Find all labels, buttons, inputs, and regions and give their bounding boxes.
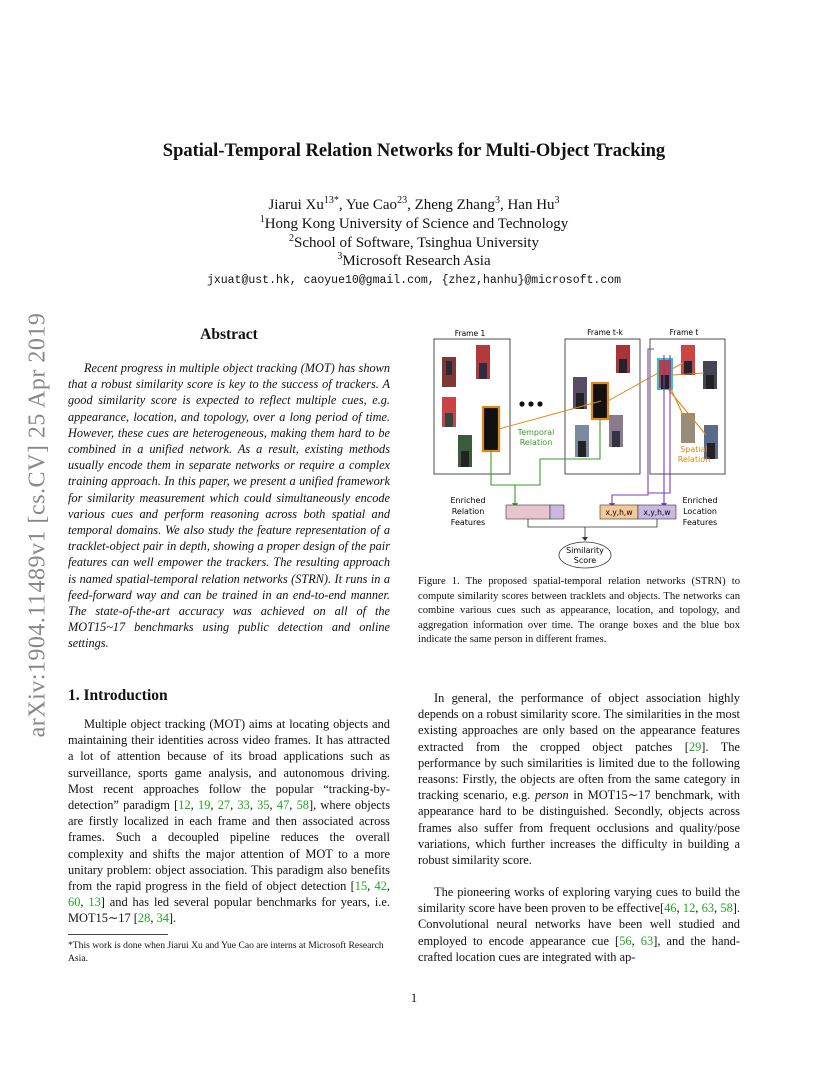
affiliation-2: $^2$School of Software, Tsinghua University [289, 233, 539, 251]
footnote: *This work is done when Jiarui Xu and Yue Cao are interns at Microsoft Research Asia. [68, 940, 384, 964]
affiliation-3: $^3$Microsoft Research Asia [337, 251, 491, 269]
paper-title: Spatial-Temporal Relation Networks for Multi-Object Tracking [162, 141, 666, 161]
figure-1-diagram [418, 325, 740, 575]
temporal-relation-label: Temporal Relation [517, 428, 555, 447]
right-paragraph-1: In general, the performance of object association highly depends on a robust similarity score. The similarities in the most existing approaches are only based on the appearance features extracted from the cropped object patches [29]. The performance by such similarities is limited due to the following reasons: Firstly, the objects are often from the same category in tracking scenario, e.g. person in MOT15∼17 benchmark, with appearance hard to be distinguished. Secondly, objects across frames also suffer from frequent occlusions and quality/pose variations, which further increases the difficulty in building a robust similarity score. [418, 691, 740, 868]
intro-paragraph-1: Multiple object tracking (MOT) aims at locating objects and maintaining their identities across video frames. It has attracted a lot of attention because of its broad applications such as surveillance, sports game analysis, and autonomous driving. Most recent approaches follow the popular “tracking-by-detection” paradigm [12, 19, 27, 33, 35, 47, 58], where objects are firstly localized in each frame and then associated across frames. Such a decoupled pipeline reduces the overall complexity and shifts the major attention of MOT to a more unitary problem: object association. This paradigm also benefits from the rapid progress in the field of object detection [15, 42, 60, 13] and has led several popular benchmarks for years, i.e. MOT15∼17 [28, 34]. [68, 717, 391, 926]
footnote-rule [68, 934, 168, 935]
location-feature-1-text: x,y,h,w [605, 508, 633, 517]
similarity-score-label: Similarity Score [566, 546, 604, 565]
author-list: Jiarui $Xu^{13*}$, Yue Cao$^{23}$, Zheng Zhang$^3$, Han Hu$^3$ [268, 195, 560, 213]
appearance-feature-bar [506, 505, 550, 519]
enriched-location-features-label: Enriched Location Features [682, 496, 718, 527]
frame-1-target-orange-box [483, 407, 499, 451]
figure-1-caption: Figure 1. The proposed spatial-temporal relation networks (STRN) to compute similarity scores between tracklets and objects. The networks can combine various cues such as appearance, location, and topology, and aggregation information over time. The orange boxes and the blue box indicate the same person in different frames. [418, 576, 740, 645]
page-number: 1 [410, 991, 418, 1005]
section-introduction-heading: 1. Introduction [68, 687, 168, 704]
author-emails: jxuat@ust.hk, caoyue10@gmail.com, {zhez,hanhu}@microsoft.com [206, 274, 622, 287]
location-feature-2-text: x,y,h,w [643, 508, 671, 517]
arxiv-id-text: arXiv:1904.11489v1 [cs.CV] 25 Apr 2019 [24, 312, 51, 738]
abstract-text: Recent progress in multiple object tracking (MOT) has shown that a robust similarity score is key to the success of trackers. A good similarity score is expected to reflect multiple cues, e.g. appearance, location, and topology, over a long period of time. However, these cues are heterogeneous, making them hard to be combined in a unified network. As a result, existing methods usually encode them in separate networks or require a complex training approach. In this paper, we present a unified framework for similarity measurement which could simultaneously encode various cues and perform reasoning across both spatial and temporal domains. We also study the feature representation of a tracklet-object pair in depth, showing a proper design of the pair features can well empower the trackers. The resulting approach is named spatial-temporal relation networks (STRN). It runs in a feed-forward way and can be trained in an end-to-end manner. The state-of-the-art accuracy was achieved on all of the MOT15~17 benchmarks using public detection and online settings. [68, 361, 390, 651]
relation-feature-segment [550, 505, 564, 519]
frame-tk-label: Frame t-k [587, 328, 623, 337]
frame-t-label: Frame t [669, 328, 699, 337]
abstract-heading: Abstract [200, 326, 258, 343]
enriched-relation-features-label: Enriched Relation Features [450, 496, 486, 527]
affiliation-1: $^1$Hong Kong University of Science and Technology [259, 214, 569, 232]
frame-1-label: Frame 1 [454, 329, 486, 338]
spatial-relation-label: Spatial Relation [677, 445, 711, 464]
right-paragraph-2: The pioneering works of exploring varying cues to build the similarity score have been proven to be effective[46, 12, 63, 58]. Convolutional neural networks have been well studied and employed to encode appearance cue [56, 63], and the hand-crafted location cues are integrated with ap- [418, 885, 741, 964]
arxiv-sidebar-id [20, 285, 56, 765]
